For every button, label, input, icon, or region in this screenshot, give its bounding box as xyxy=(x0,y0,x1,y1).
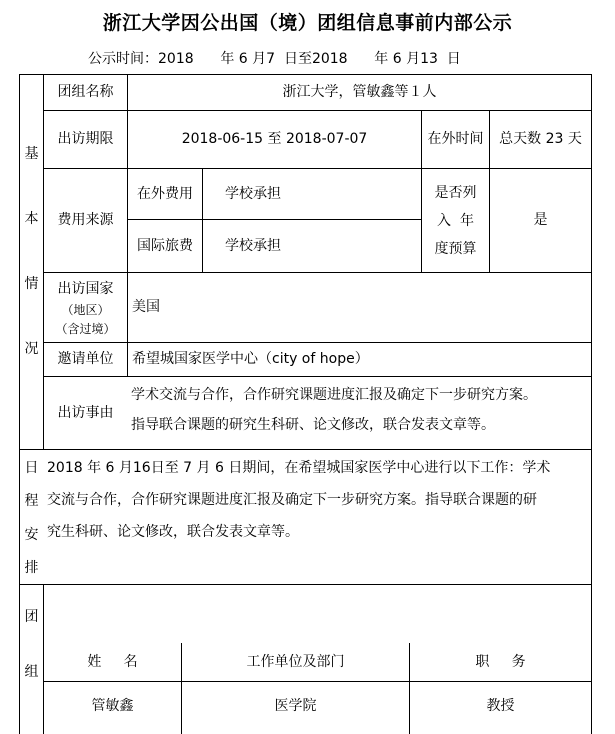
visit-period-label: 出访期限 xyxy=(57,131,114,148)
publicity-period: 公示时间：2018 年 6 月7 日至2018 年 6 月13 日 xyxy=(88,51,461,67)
abroad-time-value: 总天数 23 天 xyxy=(499,131,582,148)
country-label xyxy=(44,273,127,342)
abroad-cost-value: 学校承担 xyxy=(225,185,281,202)
schedule-line: 究生科研、论文修改，联合发表文章等。 xyxy=(47,524,299,540)
section-basic-label: 基 本 情 况 xyxy=(24,145,39,357)
member-unit: 医学院 xyxy=(274,697,317,714)
group-name-label: 团组名称 xyxy=(57,84,114,101)
section-schedule-label: 日 程 安 排 xyxy=(24,459,39,577)
budget-label-line: 入 年 xyxy=(437,212,474,229)
purpose-text xyxy=(131,380,591,440)
schedule-line: 交流与合作，合作研究课题进度汇报及确定下一步研究方案。指导联合课题的研 xyxy=(47,492,537,508)
budget-value: 是 xyxy=(533,212,548,229)
page-title: 浙江大学因公出国（境）团组信息事前内部公示 xyxy=(102,12,513,34)
member-header-unit: 工作单位及部门 xyxy=(246,653,345,670)
travel-cost-label: 国际旅费 xyxy=(137,237,193,254)
abroad-time-label: 在外时间 xyxy=(427,131,484,148)
inviter-label: 邀请单位 xyxy=(57,351,114,368)
travel-cost-value: 学校承担 xyxy=(225,237,281,254)
member-header-name: 姓 名 xyxy=(87,653,138,670)
inviter-value: 希望城国家医学中心（city of hope） xyxy=(132,351,369,368)
budget-label-line: 度预算 xyxy=(434,240,477,257)
visit-period-value: 2018-06-15 至 2018-07-07 xyxy=(181,131,368,148)
country-label-line: （地区） xyxy=(61,302,110,317)
budget-label xyxy=(422,169,489,272)
member-header-title: 职 务 xyxy=(475,653,526,670)
section-group-label: 团 组 xyxy=(24,608,39,680)
abroad-cost-label: 在外费用 xyxy=(137,185,193,202)
purpose-line: 指导联合课题的研究生科研、论文修改，联合发表文章等。 xyxy=(131,417,495,433)
member-title: 教授 xyxy=(486,697,515,714)
group-name-value: 浙江大学，管敏鑫等１人 xyxy=(282,84,437,101)
schedule-line: 2018 年 6 月16日至 7 月 6 日期间，在希望城国家医学中心进行以下工作：学术 xyxy=(47,460,551,476)
purpose-label: 出访事由 xyxy=(57,404,114,421)
funding-label: 费用来源 xyxy=(57,212,114,229)
schedule-text xyxy=(47,452,590,548)
budget-label-line: 是否列 xyxy=(434,184,477,201)
country-label-line: （含过境） xyxy=(55,321,116,336)
member-name: 管敏鑫 xyxy=(91,697,134,714)
purpose-line: 学术交流与合作，合作研究课题进度汇报及确定下一步研究方案。 xyxy=(131,387,537,403)
country-label-line: 出访国家 xyxy=(57,280,114,297)
country-value: 美国 xyxy=(132,299,160,316)
